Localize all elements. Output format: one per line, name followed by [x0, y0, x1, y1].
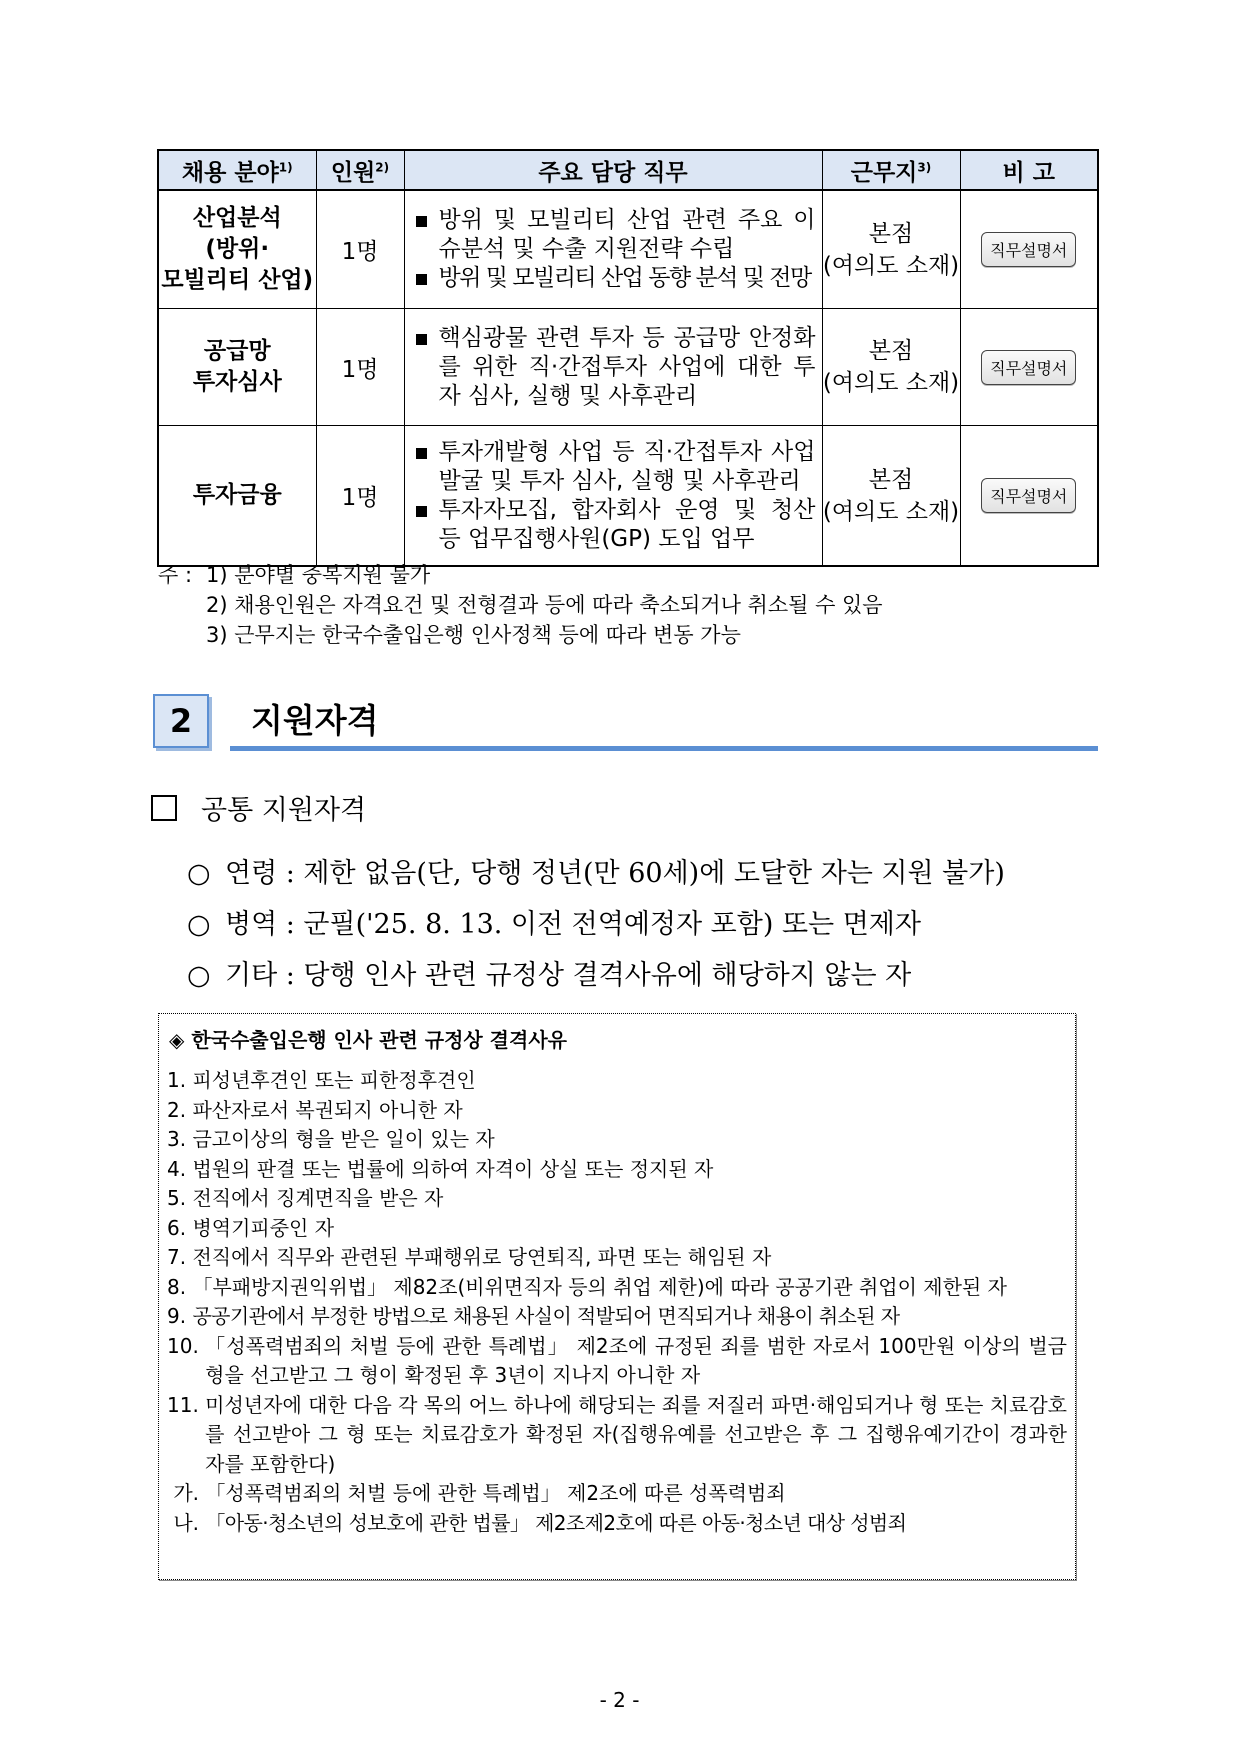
list-item: 5. 전직에서 징계면직을 받은 자	[167, 1186, 444, 1210]
table-header-row	[158, 150, 1098, 190]
table-row	[158, 426, 1098, 567]
job-description-button[interactable]: 직무설명서	[981, 350, 1076, 385]
header-field: 채용 분야$^{1)}$	[158, 150, 316, 190]
list-item: 나. 「아동·청소년의 성보호에 관한 법률」 제2조제2호에 따른 아동·청소년 대상 성범죄	[167, 1510, 907, 1535]
location-cell: 본점 (여의도 소재)	[822, 426, 960, 567]
note-item: 3) 근무지는 한국수출입은행 인사정책 등에 따라 변동 가능	[206, 623, 741, 647]
section-underline	[230, 746, 1098, 751]
recruitment-table	[157, 149, 1099, 567]
disqualification-list	[167, 1066, 1067, 1538]
duty-item: 핵심광물 관련 투자 등 공급망 안정화를 위한 직·간접투자 사업에 대한 투자 심사, 실행 및 사후관리	[413, 324, 816, 411]
header-note: 비 고	[960, 150, 1098, 190]
page-number: - 2 -	[599, 1688, 640, 1712]
notes-lead: 주 :	[158, 563, 193, 587]
note-cell	[960, 309, 1098, 426]
field-cell: 투자금융	[158, 426, 316, 567]
subsection-title: 공통 지원자격	[201, 795, 367, 826]
table-row	[158, 309, 1098, 426]
disqualification-title: ◈ 한국수출입은행 인사 관련 규정상 결격사유	[169, 1028, 567, 1052]
duty-item: 방위 및 모빌리티 산업 동향 분석 및 전망	[413, 264, 816, 293]
location-cell: 본점 (여의도 소재)	[822, 309, 960, 426]
qualification-item: ○ 연령 : 제한 없음(단, 당행 정년(만 60세)에 도달한 자는 지원 불가)	[187, 848, 1005, 899]
count-cell: 1명	[316, 309, 404, 426]
qualification-item: ○ 병역 : 군필('25. 8. 13. 이전 전역예정자 포함) 또는 면제자	[187, 899, 1005, 950]
note-item: 2) 채용인원은 자격요건 및 전형결과 등에 따라 축소되거나 취소될 수 있음	[206, 593, 883, 617]
table-notes	[158, 560, 883, 650]
count-cell: 1명	[316, 426, 404, 567]
list-item: 3. 금고이상의 형을 받은 일이 있는 자	[167, 1127, 495, 1151]
header-duty: 주요 담당 직무	[404, 150, 822, 190]
header-count: 인원$^{2)}$	[316, 150, 404, 190]
section-title: 지원자격	[251, 701, 379, 740]
duty-cell	[404, 426, 822, 567]
note-item: 1) 분야별 중복지원 불가	[206, 563, 431, 587]
job-description-button[interactable]: 직무설명서	[981, 478, 1076, 513]
count-cell: 1명	[316, 190, 404, 309]
qualification-list	[187, 848, 1005, 1001]
list-item: 2. 파산자로서 복권되지 아니한 자	[167, 1097, 463, 1122]
duty-cell	[404, 309, 822, 426]
list-item: 11. 미성년자에 대한 다음 각 목의 어느 하나에 해당되는 죄를 저질러 파면·해임되거나 형 또는 치료감호를 선고받아 그 형 또는 치료감호가 확정된 자(집행유예를 선고받은 후 그 집행유예기간이 경과한 자를 포함한다)	[167, 1392, 1067, 1476]
disqualification-box	[158, 1013, 1076, 1580]
qualification-item: ○ 기타 : 당행 인사 관련 규정상 결격사유에 해당하지 않는 자	[187, 950, 1005, 1001]
list-item: 10. 「성폭력범죄의 처벌 등에 관한 특례법」 제2조에 규정된 죄를 범한 자로서 100만원 이상의 벌금형을 선고받고 그 형이 확정된 후 3년이 지나지 아니한 자	[167, 1333, 1067, 1387]
note-cell	[960, 426, 1098, 567]
job-description-button[interactable]: 직무설명서	[981, 232, 1076, 267]
duty-cell	[404, 190, 822, 309]
circle-bullet-icon: ○	[187, 858, 211, 889]
list-item: 6. 병역기피중인 자	[167, 1215, 335, 1240]
location-cell: 본점 (여의도 소재)	[822, 190, 960, 309]
list-item: 8. 「부패방지권익위법」 제82조(비위면직자 등의 취업 제한)에 따라 공공기관 취업이 제한된 자	[167, 1274, 1007, 1299]
list-item: 가. 「성폭력범죄의 처벌 등에 관한 특례법」 제2조에 따른 성폭력범죄	[167, 1481, 786, 1505]
duty-item: 투자개발형 사업 등 직·간접투자 사업 발굴 및 투자 심사, 실행 및 사후관리	[413, 438, 816, 496]
field-cell: 산업분석 (방위· 모빌리티 산업)	[158, 190, 316, 309]
header-location: 근무지$^{3)}$	[822, 150, 960, 190]
section-number: 2	[153, 694, 209, 748]
circle-bullet-icon: ○	[187, 960, 211, 991]
list-item: 1. 피성년후견인 또는 피한정후견인	[167, 1068, 476, 1092]
note-cell	[960, 190, 1098, 309]
table-row	[158, 190, 1098, 309]
list-item: 4. 법원의 판결 또는 법률에 의하여 자격이 상실 또는 정지된 자	[167, 1156, 714, 1181]
list-item: 9. 공공기관에서 부정한 방법으로 채용된 사실이 적발되어 면직되거나 채용이 취소된 자	[167, 1304, 900, 1328]
field-cell: 공급망 투자심사	[158, 309, 316, 426]
subsection-heading	[151, 788, 366, 827]
checkbox-square-icon	[151, 795, 177, 821]
duty-item: 방위 및 모빌리티 산업 관련 주요 이슈분석 및 수출 지원전략 수립	[413, 206, 816, 264]
circle-bullet-icon: ○	[187, 909, 211, 940]
duty-item: 투자자모집, 합자회사 운영 및 청산 등 업무집행사원(GP) 도입 업무	[413, 496, 816, 554]
list-item: 7. 전직에서 직무와 관련된 부패행위로 당연퇴직, 파면 또는 해임된 자	[167, 1245, 772, 1269]
